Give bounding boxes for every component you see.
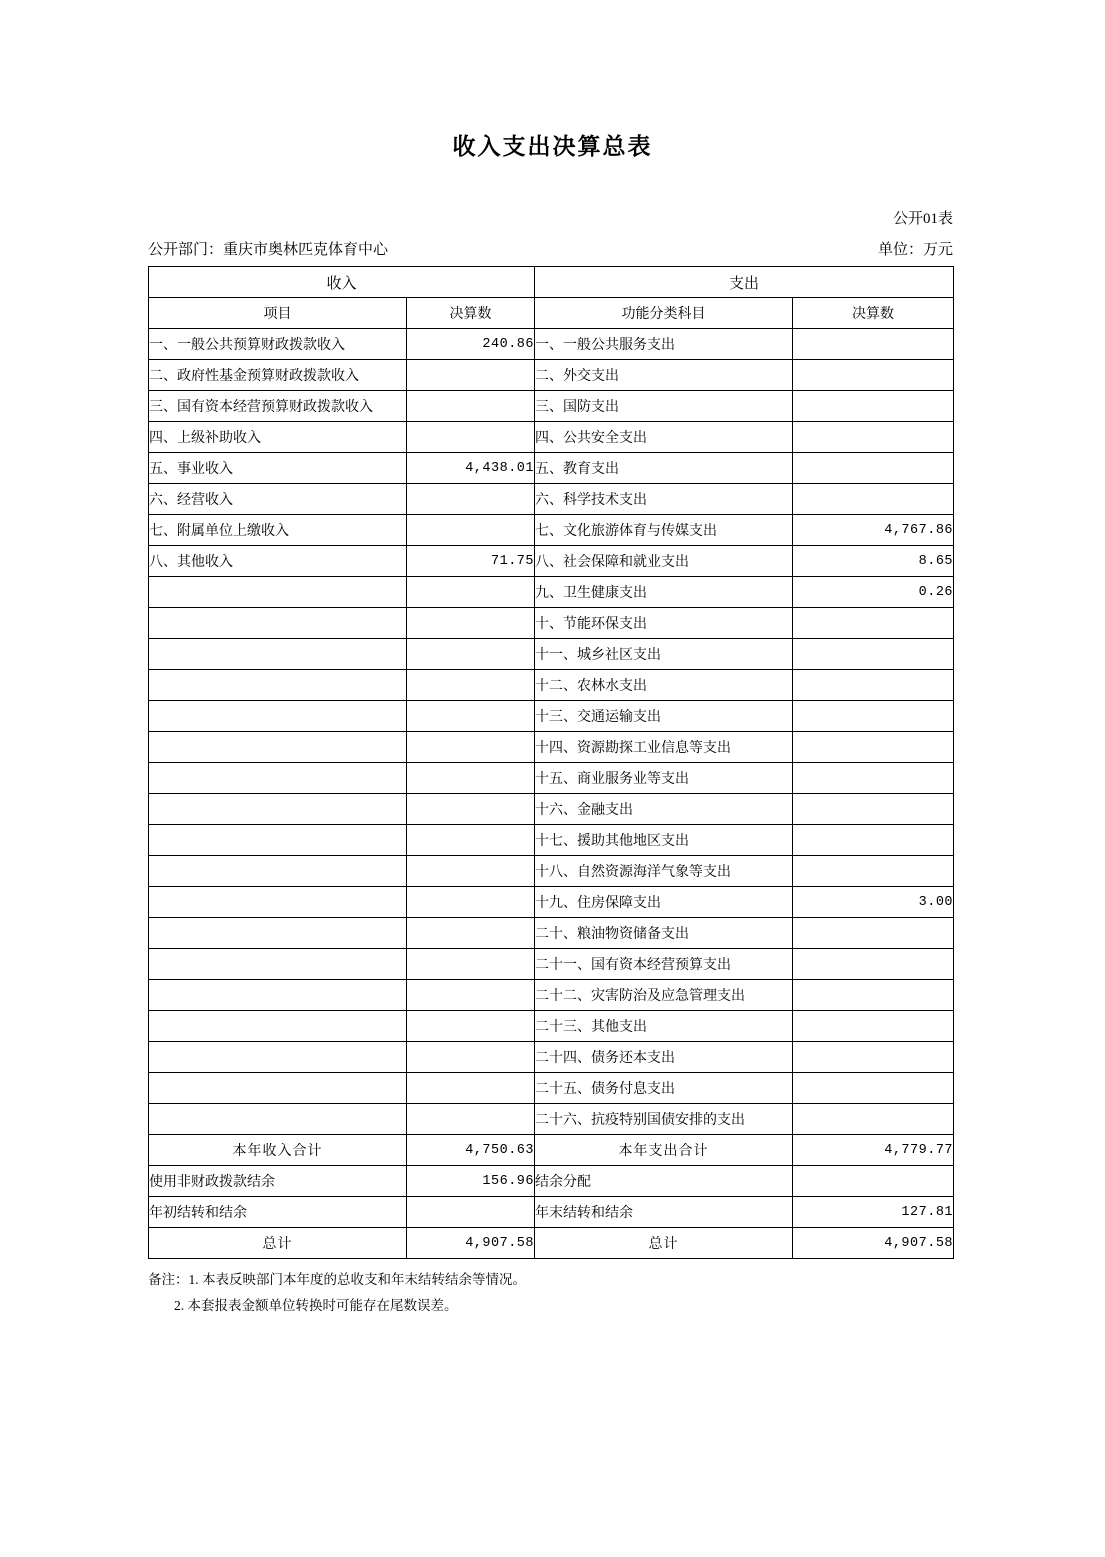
- expense-item-label: 十四、资源勘探工业信息等支出: [535, 732, 793, 763]
- table-row: [149, 732, 954, 763]
- income-item-amount: [407, 670, 535, 701]
- income-item-amount: 71.75: [407, 546, 535, 577]
- unit-label: 单位：万元: [877, 242, 953, 258]
- income-item-label: [149, 1011, 407, 1042]
- note-line-2: 2. 本套报表金额单位转换时可能存在尾数误差。: [174, 1297, 458, 1313]
- income-item-amount: [407, 391, 535, 422]
- income-item-amount: [407, 856, 535, 887]
- income-item-label: [149, 1073, 407, 1104]
- income-item-label: 四、上级补助收入: [149, 422, 407, 453]
- surplus-distribution-label: 结余分配: [535, 1166, 793, 1197]
- table-row: [149, 980, 954, 1011]
- notes-block: [148, 1267, 1105, 1318]
- column-header-expense-item: 功能分类科目: [535, 298, 793, 329]
- table-row: [149, 794, 954, 825]
- expense-item-label: 二十六、抗疫特别国债安排的支出: [535, 1104, 793, 1135]
- table-row: [149, 1011, 954, 1042]
- expense-item-amount: [793, 329, 954, 360]
- income-item-amount: [407, 1042, 535, 1073]
- table-row: [149, 577, 954, 608]
- expense-item-amount: [793, 825, 954, 856]
- income-item-label: [149, 825, 407, 856]
- income-item-amount: [407, 732, 535, 763]
- expense-item-amount: [793, 360, 954, 391]
- income-item-label: [149, 763, 407, 794]
- note-line-1: 备注：1. 本表反映部门本年度的总收支和年末结转结余等情况。: [148, 1272, 526, 1287]
- table-row: [149, 329, 954, 360]
- end-carryover-label: 年末结转和结余: [535, 1197, 793, 1228]
- income-item-label: [149, 856, 407, 887]
- expense-item-label: 六、科学技术支出: [535, 484, 793, 515]
- table-row: [149, 608, 954, 639]
- income-item-amount: [407, 608, 535, 639]
- document-page: [0, 128, 1105, 1557]
- expense-item-amount: [793, 701, 954, 732]
- table-row: [149, 422, 954, 453]
- expense-item-amount: [793, 608, 954, 639]
- expense-item-amount: 8.65: [793, 546, 954, 577]
- table-group-header-row: [149, 267, 954, 298]
- column-header-income-amount: 决算数: [407, 298, 535, 329]
- expense-item-label: 二、外交支出: [535, 360, 793, 391]
- table-row: [149, 670, 954, 701]
- non-fiscal-amount: 156.96: [407, 1166, 535, 1197]
- expense-item-amount: 4,767.86: [793, 515, 954, 546]
- income-item-label: [149, 887, 407, 918]
- income-item-amount: [407, 1011, 535, 1042]
- income-item-amount: [407, 949, 535, 980]
- expense-item-amount: [793, 484, 954, 515]
- expense-item-label: 十七、援助其他地区支出: [535, 825, 793, 856]
- income-item-amount: [407, 794, 535, 825]
- table-row: [149, 484, 954, 515]
- income-item-amount: [407, 515, 535, 546]
- end-carryover-amount: 127.81: [793, 1197, 954, 1228]
- income-item-label: [149, 608, 407, 639]
- expense-item-label: 二十四、债务还本支出: [535, 1042, 793, 1073]
- table-row: [149, 887, 954, 918]
- table-row-non-fiscal: [149, 1166, 954, 1197]
- table-row: [149, 1104, 954, 1135]
- expense-item-amount: [793, 794, 954, 825]
- expense-item-amount: [793, 1073, 954, 1104]
- income-item-label: [149, 794, 407, 825]
- table-row: [149, 515, 954, 546]
- expense-item-label: 一、一般公共服务支出: [535, 329, 793, 360]
- income-item-amount: [407, 980, 535, 1011]
- income-item-label: [149, 949, 407, 980]
- form-number: 公开01表: [892, 211, 953, 227]
- grand-total-expense-label: 总计: [535, 1228, 793, 1259]
- expense-item-label: 四、公共安全支出: [535, 422, 793, 453]
- expense-item-amount: [793, 422, 954, 453]
- income-item-amount: [407, 918, 535, 949]
- table-row: [149, 360, 954, 391]
- income-item-amount: [407, 763, 535, 794]
- income-item-label: 二、政府性基金预算财政拨款收入: [149, 360, 407, 391]
- table-row: [149, 453, 954, 484]
- expense-item-amount: [793, 980, 954, 1011]
- expense-item-label: 十、节能环保支出: [535, 608, 793, 639]
- expense-item-amount: [793, 391, 954, 422]
- grand-total-income-amount: 4,907.58: [407, 1228, 535, 1259]
- expense-item-label: 十九、住房保障支出: [535, 887, 793, 918]
- income-item-amount: [407, 422, 535, 453]
- begin-carryover-amount: [407, 1197, 535, 1228]
- income-item-amount: [407, 577, 535, 608]
- table-row: [149, 391, 954, 422]
- table-column-header-row: [149, 298, 954, 329]
- group-header-expense: 支出: [535, 267, 954, 298]
- table-row: [149, 763, 954, 794]
- table-row: [149, 639, 954, 670]
- income-item-amount: [407, 484, 535, 515]
- expense-item-amount: [793, 1011, 954, 1042]
- expense-item-label: 七、文化旅游体育与传媒支出: [535, 515, 793, 546]
- year-total-expense-amount: 4,779.77: [793, 1135, 954, 1166]
- income-item-label: [149, 639, 407, 670]
- income-item-label: 六、经营收入: [149, 484, 407, 515]
- expense-item-label: 二十一、国有资本经营预算支出: [535, 949, 793, 980]
- department-label: 公开部门：重庆市奥林匹克体育中心: [148, 242, 389, 258]
- grand-total-expense-amount: 4,907.58: [793, 1228, 954, 1259]
- expense-item-amount: [793, 1042, 954, 1073]
- year-total-income-label: 本年收入合计: [149, 1135, 407, 1166]
- income-item-amount: [407, 1104, 535, 1135]
- table-row-grand-total: [149, 1228, 954, 1259]
- expense-item-label: 三、国防支出: [535, 391, 793, 422]
- table-row: [149, 856, 954, 887]
- table-row: [149, 918, 954, 949]
- group-header-income: 收入: [149, 267, 535, 298]
- expense-item-label: 十五、商业服务业等支出: [535, 763, 793, 794]
- expense-item-label: 十二、农林水支出: [535, 670, 793, 701]
- expense-item-label: 二十五、债务付息支出: [535, 1073, 793, 1104]
- income-item-label: 七、附属单位上缴收入: [149, 515, 407, 546]
- income-item-label: 三、国有资本经营预算财政拨款收入: [149, 391, 407, 422]
- expense-item-label: 十八、自然资源海洋气象等支出: [535, 856, 793, 887]
- table-row-year-total: [149, 1135, 954, 1166]
- expense-item-label: 八、社会保障和就业支出: [535, 546, 793, 577]
- income-item-label: [149, 701, 407, 732]
- column-header-income-item: 项目: [149, 298, 407, 329]
- expense-item-amount: [793, 639, 954, 670]
- income-item-amount: [407, 360, 535, 391]
- income-item-label: 八、其他收入: [149, 546, 407, 577]
- income-item-amount: [407, 1073, 535, 1104]
- income-item-amount: [407, 639, 535, 670]
- expense-item-label: 十三、交通运输支出: [535, 701, 793, 732]
- non-fiscal-label: 使用非财政拨款结余: [149, 1166, 407, 1197]
- income-item-label: [149, 1104, 407, 1135]
- column-header-expense-amount: 决算数: [793, 298, 954, 329]
- expense-item-amount: [793, 670, 954, 701]
- budget-table: [148, 266, 954, 1259]
- year-total-expense-label: 本年支出合计: [535, 1135, 793, 1166]
- expense-item-amount: 0.26: [793, 577, 954, 608]
- income-item-amount: [407, 825, 535, 856]
- meta-row: [0, 238, 1105, 259]
- expense-item-label: 五、教育支出: [535, 453, 793, 484]
- table-row: [149, 701, 954, 732]
- grand-total-income-label: 总计: [149, 1228, 407, 1259]
- income-item-amount: 4,438.01: [407, 453, 535, 484]
- year-total-income-amount: 4,750.63: [407, 1135, 535, 1166]
- expense-item-label: 二十二、灾害防治及应急管理支出: [535, 980, 793, 1011]
- income-item-label: [149, 918, 407, 949]
- income-item-label: [149, 670, 407, 701]
- expense-item-label: 二十三、其他支出: [535, 1011, 793, 1042]
- income-item-amount: 240.86: [407, 329, 535, 360]
- table-row-carryover: [149, 1197, 954, 1228]
- expense-item-amount: [793, 1104, 954, 1135]
- income-item-label: [149, 577, 407, 608]
- begin-carryover-label: 年初结转和结余: [149, 1197, 407, 1228]
- expense-item-label: 十一、城乡社区支出: [535, 639, 793, 670]
- page-title: 收入支出决算总表: [452, 134, 653, 159]
- expense-item-amount: [793, 453, 954, 484]
- expense-item-label: 九、卫生健康支出: [535, 577, 793, 608]
- expense-item-label: 二十、粮油物资储备支出: [535, 918, 793, 949]
- income-item-label: [149, 1042, 407, 1073]
- income-item-label: 一、一般公共预算财政拨款收入: [149, 329, 407, 360]
- expense-item-amount: 3.00: [793, 887, 954, 918]
- table-row: [149, 825, 954, 856]
- table-row: [149, 546, 954, 577]
- income-item-label: [149, 980, 407, 1011]
- expense-item-label: 十六、金融支出: [535, 794, 793, 825]
- income-item-label: 五、事业收入: [149, 453, 407, 484]
- table-row: [149, 1042, 954, 1073]
- income-item-label: [149, 732, 407, 763]
- expense-item-amount: [793, 918, 954, 949]
- expense-item-amount: [793, 732, 954, 763]
- surplus-distribution-amount: [793, 1166, 954, 1197]
- expense-item-amount: [793, 949, 954, 980]
- expense-item-amount: [793, 763, 954, 794]
- income-item-amount: [407, 701, 535, 732]
- expense-item-amount: [793, 856, 954, 887]
- table-row: [149, 1073, 954, 1104]
- income-item-amount: [407, 887, 535, 918]
- table-row: [149, 949, 954, 980]
